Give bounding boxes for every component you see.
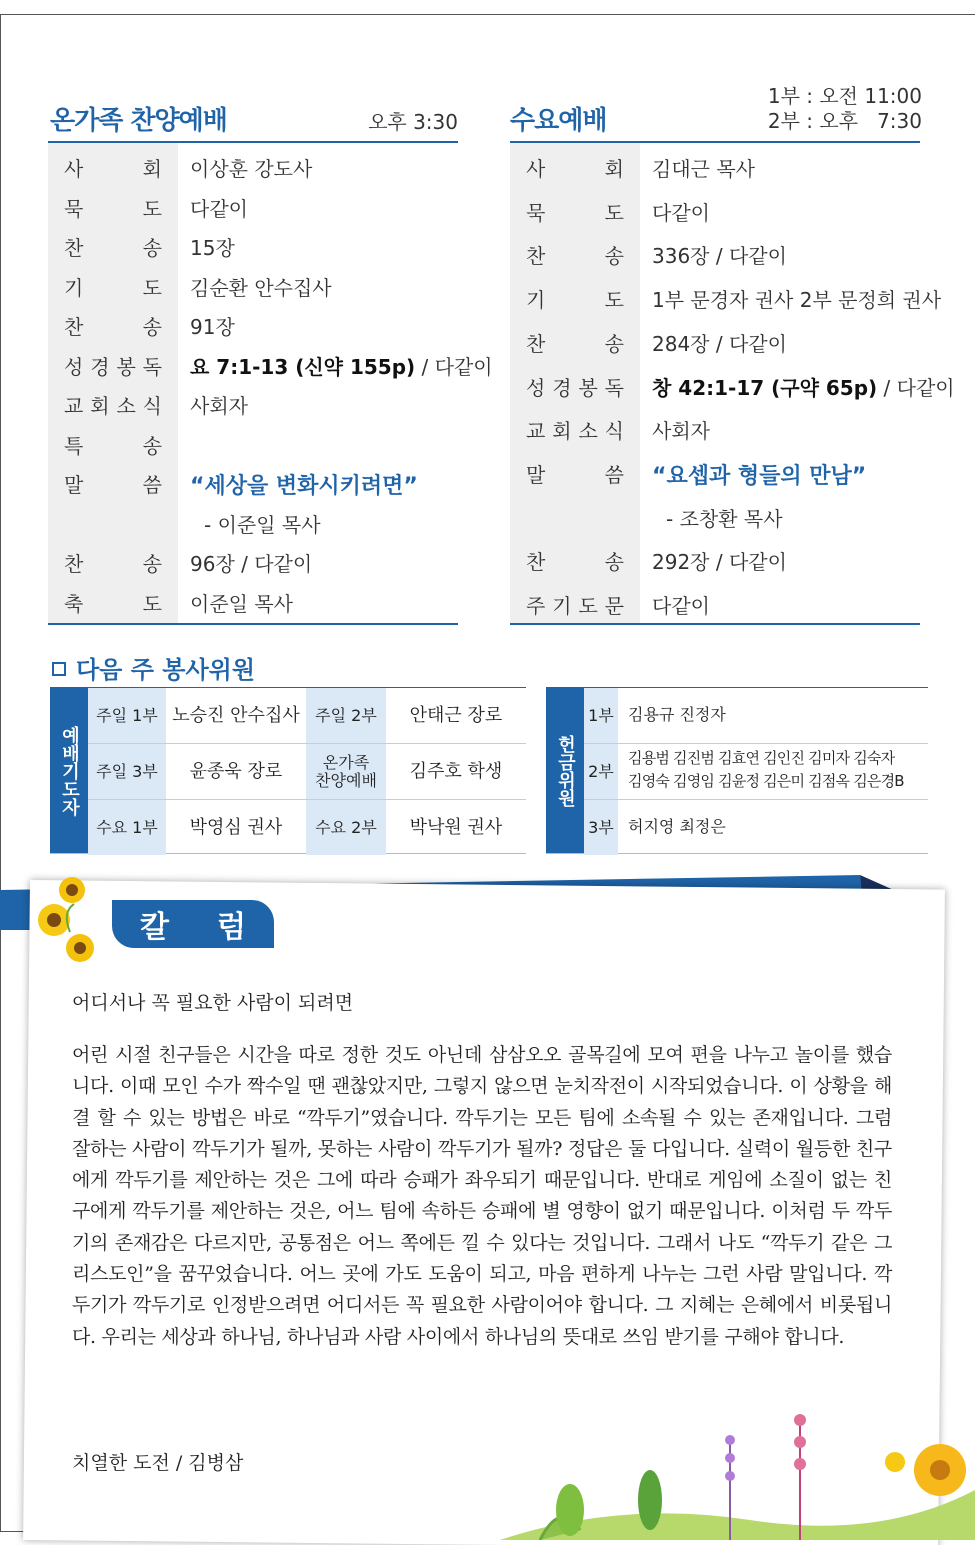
order-row [48, 390, 458, 430]
order-label-char: 특 [64, 433, 84, 458]
order-label-char: 송 [142, 315, 162, 339]
order-label-char: 도 [142, 196, 162, 221]
order-label [510, 372, 640, 401]
order-label-char: 회 [604, 157, 624, 181]
order-label-char: 송 [142, 236, 162, 260]
offering-names: 김영숙 김영임 김윤정 김은미 김점옥 김은경B [628, 772, 904, 790]
order-label-char: 식 [604, 419, 624, 444]
order-label [510, 415, 640, 444]
order-label [510, 197, 640, 226]
order-label-char: 경 [552, 375, 572, 400]
order-row [48, 351, 493, 391]
prayer-duty-table [50, 687, 526, 854]
prayer-side-label: 예배기도자 [50, 688, 88, 853]
column-tab [112, 900, 274, 948]
order-label-char: 도 [604, 200, 624, 225]
order-value [190, 153, 312, 182]
order-label-char: 회 [90, 394, 110, 418]
order-label [48, 390, 178, 419]
order-label [510, 546, 640, 575]
order-value [190, 390, 248, 419]
order-value [190, 548, 312, 577]
wednesday-time-2: 2부 : 오후 7:30 [767, 109, 922, 133]
order-value [652, 503, 783, 532]
order-value-text: 1부 문경자 권사 2부 문정희 권사 [652, 288, 942, 313]
sunflower-icon [34, 872, 106, 968]
order-label-char: 찬 [64, 236, 84, 260]
order-label-char: 송 [604, 331, 624, 356]
duty-label: 주일 2부 [306, 688, 386, 743]
order-row [510, 590, 920, 634]
order-value [652, 240, 787, 269]
order-label-char: 찬 [526, 550, 546, 575]
order-value-text: 김대근 목사 [652, 157, 755, 181]
duty-name: 박영심 권사 [189, 816, 283, 838]
order-label-char: 문 [604, 594, 624, 618]
order-label [48, 193, 178, 222]
order-label-char: 회 [552, 419, 572, 444]
offering-label: 1부 [584, 688, 618, 743]
order-label [48, 311, 178, 340]
order-label-char: 주 [526, 594, 546, 618]
order-label-char: 봉 [578, 375, 598, 400]
order-row [48, 272, 458, 312]
order-label-char: 성 [526, 375, 546, 400]
order-label-char: 기 [526, 288, 546, 313]
order-label-char: 말 [526, 462, 546, 487]
duty-label: 주일 3부 [88, 744, 166, 799]
order-label-char: 기 [64, 275, 84, 300]
wednesday-service-title: 수요예배 [510, 106, 607, 136]
order-value [652, 590, 710, 619]
wednesday-service-order [510, 141, 955, 625]
order-label [48, 588, 178, 617]
order-value-text: 김순환 안수집사 [190, 275, 332, 300]
duty-name: 노승진 안수집사 [172, 704, 300, 726]
order-label-char: 축 [64, 591, 84, 616]
row-divider [584, 743, 928, 744]
order-value-text: 292장 / 다같이 [652, 550, 787, 575]
order-label [510, 284, 640, 313]
duty-name: 김주호 학생 [409, 760, 503, 782]
order-label-char: 도 [604, 288, 624, 313]
order-row [48, 193, 458, 233]
order-row [510, 153, 920, 197]
order-label-char: 찬 [64, 315, 84, 339]
order-label-char: 도 [142, 591, 162, 616]
order-value-text: / 다같이 [415, 354, 493, 379]
order-value [652, 153, 755, 182]
order-label-char: 기 [552, 594, 572, 618]
order-label-char: 묵 [526, 200, 546, 225]
order-label-char: 소 [116, 394, 136, 418]
order-label [510, 590, 640, 619]
order-label [48, 548, 178, 577]
offering-names: 김용범 김진범 김효연 김인진 김미자 김숙자 [628, 749, 895, 767]
order-value [652, 328, 787, 357]
square-icon [52, 662, 66, 676]
order-value-text: 사회자 [190, 394, 248, 418]
offering-names: 김용규 진정자 [628, 705, 726, 724]
order-row [510, 546, 920, 590]
flower-meadow-decoration [500, 1380, 975, 1540]
sermon-title: “세상을 변화시키려면” [190, 474, 418, 499]
order-row [48, 311, 458, 351]
wednesday-service-times [740, 84, 922, 134]
family-service-time: 오후 3:30 [368, 110, 458, 134]
order-row [510, 503, 920, 547]
order-label [510, 328, 640, 357]
order-value [190, 311, 235, 340]
order-label-char: 송 [604, 550, 624, 575]
duty-label: 수요 1부 [88, 800, 166, 855]
scripture-reference: 창 42:1-17 (구약 65p) [652, 375, 878, 400]
order-row [48, 509, 458, 549]
order-value-text: - 이준일 목사 [204, 512, 321, 537]
wednesday-time-1: 1부 : 오전 11:00 [767, 84, 922, 108]
order-label-char: 찬 [64, 552, 84, 576]
order-label [48, 351, 178, 380]
duty-name: 윤종욱 장로 [189, 760, 283, 782]
order-label-char: 씀 [142, 473, 162, 497]
order-value-text: 다같이 [652, 594, 710, 618]
order-label-char: 씀 [604, 462, 624, 487]
order-row [510, 372, 955, 416]
order-value-text: 96장 / 다같이 [190, 552, 313, 576]
order-value [652, 546, 787, 575]
offering-label: 2부 [584, 744, 618, 799]
order-label-char: 송 [604, 244, 624, 269]
order-label-char: 송 [142, 552, 162, 576]
order-label-char: 도 [578, 594, 598, 618]
order-label-char: 사 [526, 157, 546, 181]
sermon-title: “요셉과 형들의 만남” [652, 463, 867, 489]
order-label-char: 소 [578, 419, 598, 444]
duty-label: 온가족 찬양예배 [306, 744, 386, 799]
column-subtitle: 어디서나 꼭 필요한 사람이 되려면 [72, 992, 354, 1014]
order-value [190, 469, 418, 500]
column-tab-char: 럼 [217, 910, 246, 945]
order-row [48, 469, 458, 509]
order-label-char: 경 [90, 354, 110, 379]
order-label-char: 말 [64, 473, 84, 497]
order-row [510, 240, 920, 284]
order-value-text: 이상훈 강도사 [190, 157, 313, 181]
order-value [652, 284, 941, 313]
column-body: 어린 시절 친구들은 시간을 따로 정한 것도 아닌데 삼삼오오 골목길에 모여 편을 나누고 놀이를 했습니다. 이때 모인 수가 짝수일 땐 괜찮았지만, 그렇지 않으면 눈치작전이 시작되었습니다. 이 상황을 해결 할 수 있는 방법은 바로 “깍두기”였습니다. 깍두기는 모든 팀에 소속될 수 있는 존재입니다. 그럼 잘하는 사람이 깍두기가 될까, 못하는 사람이 깍두기가 될까? 정답은 둘 다입니다. 실력이 월등한 친구에게 깍두기를 제안하는 것은 그에 따라 승패가 좌우되기 때문입니다. 반대로 게임에 소질이 없는 친구에게 깍두기를 제안하는 것은, 어느 팀에 속하든 승패에 별 영향이 없기 때문입니다. 이처럼 두 깍두기의 존재감은 다르지만, 공통점은 어느 쪽에든 낄 수 있다는 것입니다. 그래서 나도 “깍두기 같은 그리스도인”을 꿈꾸었습니다. 어느 곳에 가도 도움이 되고, 마음 편하게 나누는 그런 사람 말입니다. 깍두기가 깍두기로 인정받으려면 어디서든 꼭 필요한 사람이어야 합니다. 그 지혜는 은혜에서 비롯됩니다. 우리는 세상과 하나님, 하나님과 사람 사이에서 하나님의 뜻대로 쓰임 받기를 구해야 합니다. [72, 1044, 892, 1348]
order-row [48, 232, 458, 272]
order-label-char: 봉 [116, 354, 136, 379]
order-value-text: 다같이 [652, 200, 710, 225]
order-label-char: 성 [64, 354, 84, 379]
offering-names: 허지영 최정은 [628, 817, 726, 836]
order-label [510, 459, 640, 488]
family-service-title: 온가족 찬양예배 [50, 106, 227, 136]
order-value [190, 588, 293, 617]
order-label-char: 회 [142, 157, 162, 181]
order-value [652, 197, 710, 226]
offering-duty-table [546, 687, 928, 854]
order-value [652, 415, 710, 444]
order-label-char: 사 [64, 157, 84, 181]
order-row [510, 197, 920, 241]
offering-label: 3부 [584, 800, 618, 855]
order-value-text: 336장 / 다같이 [652, 244, 787, 269]
order-row [510, 328, 920, 372]
duty-name: 안태근 장로 [409, 704, 503, 726]
order-value-text: - 조창환 목사 [666, 506, 783, 531]
family-service-order [48, 141, 493, 625]
scripture-reference: 요 7:1-13 (신약 155p) [190, 354, 416, 379]
order-label-char: 독 [604, 375, 624, 400]
order-value [190, 509, 321, 538]
order-label-char: 송 [142, 433, 162, 458]
order-row [48, 588, 458, 628]
order-value-text: 사회자 [652, 419, 710, 444]
order-row [510, 415, 920, 459]
order-row [510, 459, 920, 503]
order-label-char: 찬 [526, 244, 546, 269]
order-label-char: 교 [64, 394, 84, 418]
order-label [510, 153, 640, 182]
order-row [48, 430, 458, 470]
order-value [190, 232, 235, 261]
order-value [652, 459, 866, 490]
order-value [652, 372, 955, 401]
order-value [190, 272, 332, 301]
order-value-text: 15장 [190, 236, 235, 260]
row-divider [584, 799, 928, 800]
order-label [48, 469, 178, 498]
order-value-text: 284장 / 다같이 [652, 331, 787, 356]
order-label-char: 식 [142, 394, 162, 418]
order-label [48, 430, 178, 459]
order-label-char: 묵 [64, 196, 84, 221]
order-label-char: 독 [142, 354, 162, 379]
next-week-title-text: 다음 주 봉사위원 [76, 656, 255, 684]
order-label [48, 153, 178, 182]
order-row [48, 548, 458, 588]
duty-name: 박낙원 권사 [409, 816, 503, 838]
column-tab-char: 칼 [140, 910, 169, 945]
next-week-title [52, 650, 255, 685]
order-value-text: 91장 [190, 315, 235, 339]
order-row [48, 153, 458, 193]
offering-side-label: 헌금위원 [546, 688, 584, 853]
order-value [190, 193, 248, 222]
order-label-char: 도 [142, 275, 162, 300]
duty-label: 주일 1부 [88, 688, 166, 743]
order-value-text: / 다같이 [877, 375, 955, 400]
order-label [510, 240, 640, 269]
duty-label: 수요 2부 [306, 800, 386, 855]
order-value-text: 이준일 목사 [190, 591, 293, 616]
order-label [48, 272, 178, 301]
column-author: 치열한 도전 / 김병삼 [72, 1452, 244, 1474]
order-row [510, 284, 942, 328]
order-value [190, 351, 493, 380]
order-label [48, 232, 178, 261]
order-value-text: 다같이 [190, 196, 248, 221]
order-label-char: 찬 [526, 331, 546, 356]
order-label-char: 교 [526, 419, 546, 444]
